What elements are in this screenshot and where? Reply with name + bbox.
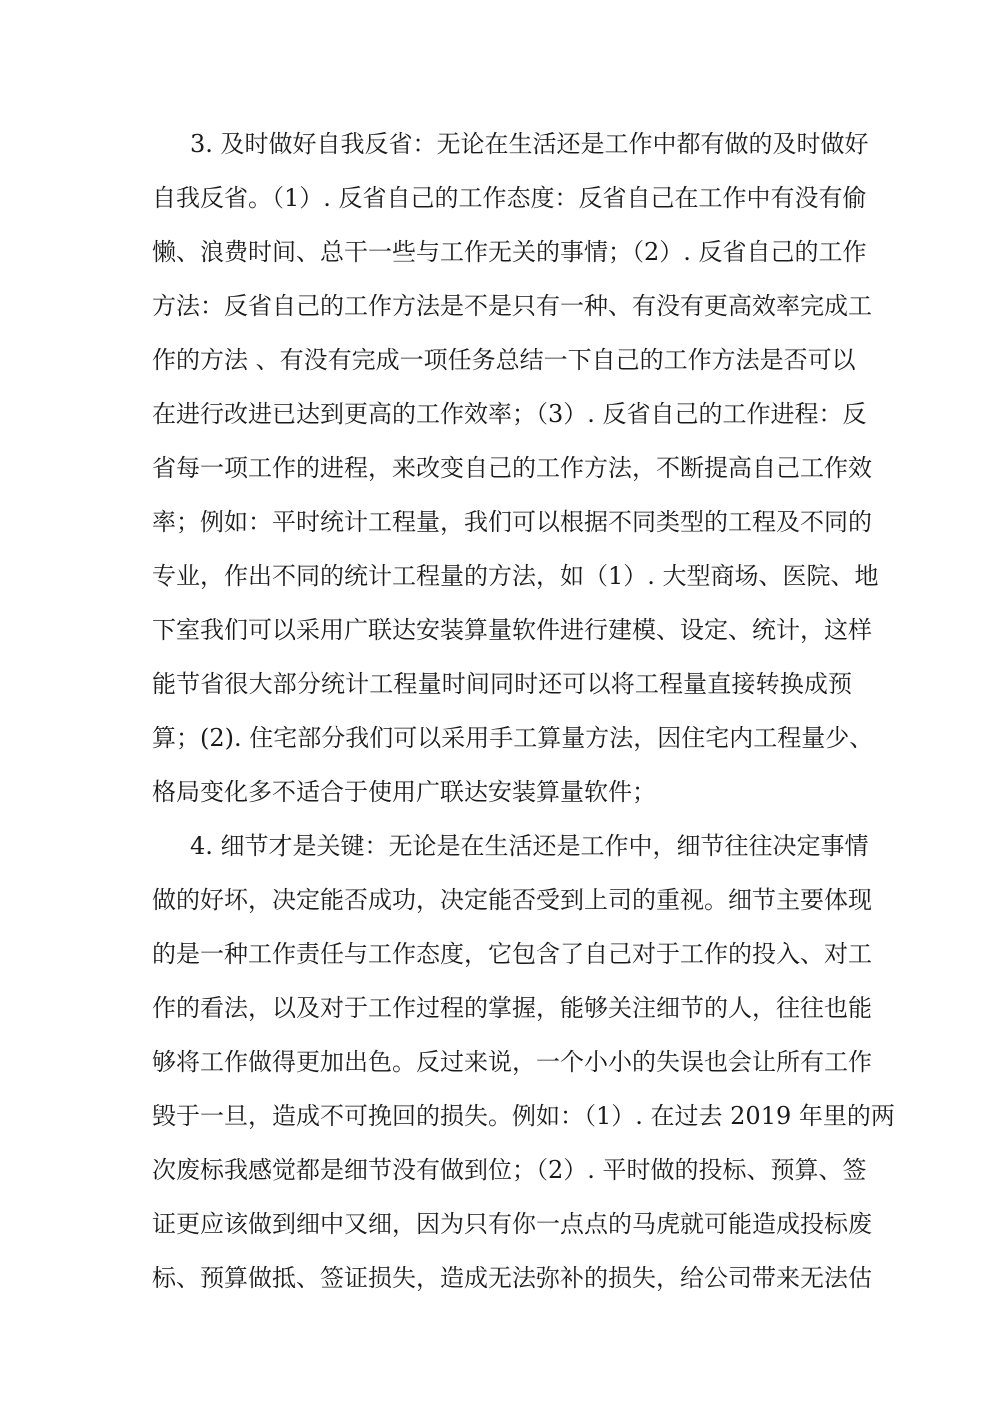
text-line: 毁于一旦，造成不可挽回的损失。例如：（1）. 在过去 2019 年里的两	[152, 1102, 895, 1130]
text-line: 够将工作做得更加出色。反过来说，一个小小的失误也会让所有工作	[152, 1048, 872, 1076]
text-line: 算；(2). 住宅部分我们可以采用手工算量方法，因住宅内工程量少、	[152, 724, 874, 752]
text-line: 在进行改进已达到更高的工作效率；（3）. 反省自己的工作进程：反	[152, 400, 867, 428]
text-line: 能节省很大部分统计工程量时间同时还可以将工程量直接转换成预	[152, 670, 852, 698]
text-line: 专业，作出不同的统计工程量的方法，如（1）. 大型商场、医院、地	[152, 562, 879, 590]
text-line: 作的方法 、有没有完成一项任务总结一下自己的工作方法是否可以	[152, 346, 856, 374]
paragraph-3-heading-line: 3. 及时做好自我反省：无论在生活还是工作中都有做的及时做好	[190, 130, 869, 158]
text-line: 标、预算做抵、签证损失，造成无法弥补的损失，给公司带来无法估	[152, 1264, 872, 1292]
paragraph-4-heading-line: 4. 细节才是关键：无论是在生活还是工作中，细节往往决定事情	[190, 832, 869, 860]
text-line: 自我反省。（1）. 反省自己的工作态度：反省自己在工作中有没有偷	[152, 184, 867, 212]
text-line: 下室我们可以采用广联达安装算量软件进行建模、设定、统计，这样	[152, 616, 872, 644]
text-line: 次废标我感觉都是细节没有做到位；（2）. 平时做的投标、预算、签	[152, 1156, 867, 1184]
body-text	[152, 117, 895, 1305]
text-line: 省每一项工作的进程，来改变自己的工作方法，不断提高自己工作效	[152, 454, 872, 482]
text-line: 率；例如：平时统计工程量，我们可以根据不同类型的工程及不同的	[152, 508, 872, 536]
text-line: 证更应该做到细中又细，因为只有你一点点的马虎就可能造成投标废	[152, 1210, 872, 1238]
text-line: 作的看法，以及对于工作过程的掌握，能够关注细节的人，往往也能	[152, 994, 872, 1022]
text-line: 方法：反省自己的工作方法是不是只有一种、有没有更高效率完成工	[152, 292, 872, 320]
text-line: 懒、浪费时间、总干一些与工作无关的事情；（2）. 反省自己的工作	[152, 238, 867, 266]
text-line: 做的好坏，决定能否成功，决定能否受到上司的重视。细节主要体现	[152, 886, 872, 914]
text-line: 的是一种工作责任与工作态度，它包含了自己对于工作的投入、对工	[152, 940, 872, 968]
text-line: 格局变化多不适合于使用广联达安装算量软件；	[152, 778, 656, 806]
